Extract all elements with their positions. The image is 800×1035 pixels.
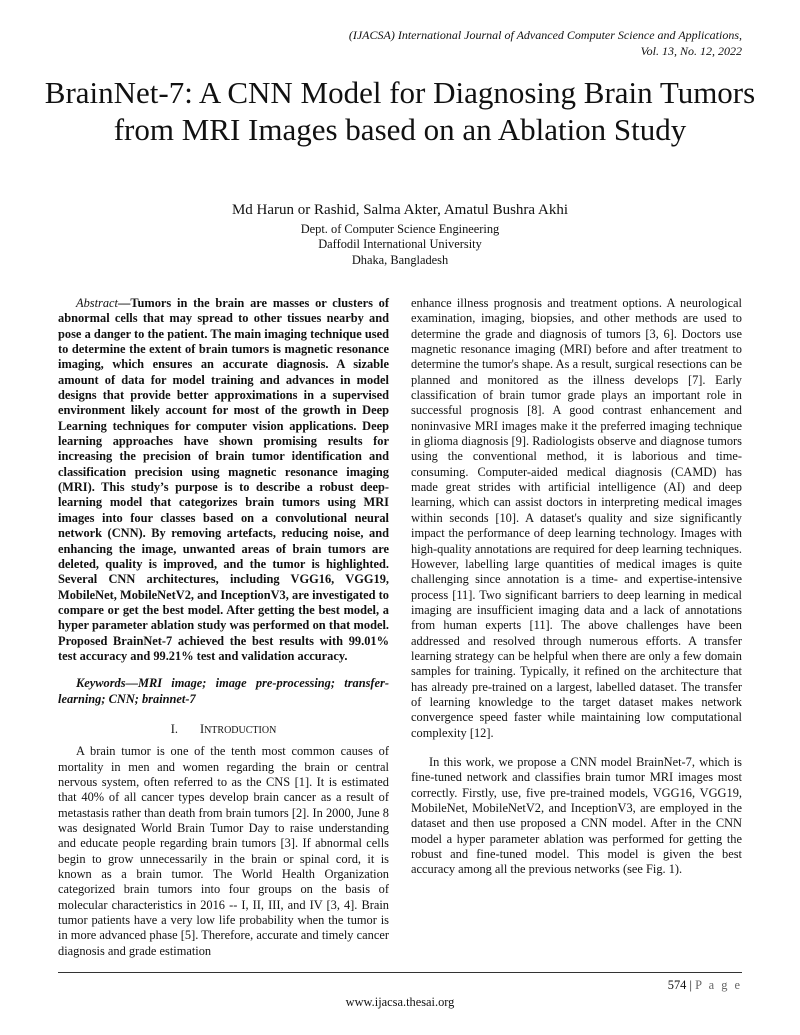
- right-column: [411, 296, 742, 878]
- page-number-word: P a g e: [695, 978, 742, 992]
- left-column: [58, 296, 389, 959]
- keywords: Keywords—MRI image; image pre-processing; transfer-learning; CNN; brainnet-7: [58, 676, 389, 706]
- journal-name: (IJACSA) International Journal of Advanced Computer Science and Applications,: [348, 28, 742, 42]
- section-title-rest: NTRODUCTION: [204, 724, 277, 736]
- abstract: [58, 296, 389, 664]
- affiliation-university: Daffodil International University: [318, 237, 482, 252]
- page-number-value: 574: [667, 978, 687, 992]
- page-number-separator: |: [689, 978, 692, 992]
- affiliation: [0, 222, 800, 268]
- journal-website[interactable]: www.ijacsa.thesai.org: [345, 995, 455, 1009]
- affiliation-city: Dhaka, Bangladesh: [351, 252, 449, 267]
- author-list: Md Harun or Rashid, Salma Akter, Amatul Bushra Akhi: [231, 202, 569, 218]
- journal-header: [349, 27, 742, 59]
- section-title-initial: I: [199, 721, 205, 736]
- intro-paragraph-1-continued: enhance illness prognosis and treatment options. A neurological examination, imaging, biopsies, and other methods are used to determine the grade and diagnosis of tumors [3, 6]. Doctors use magnetic resonance imaging (MRI) before and after treatment to determine the tumor's shape. As a result, surgical resections can be planned and monitored as the illness develops [7]. Early classification of brain tumor grade plays an important role in successful prognosis [8]. A good contrast enhancement and noninvasive MRI images make it the preferred imaging technique in glioma diagnosis [9]. Radiologists observe and diagnose tumors using the conventional method, it is laborious and time-consuming. Computer-aided medical diagnosis (CAMD) has made great strides with artificial intelligence (AI) and deep learning, which can assist doctors in interpreting medical images within seconds [10]. A dataset's quality and size significantly impact the performance of deep learning technology. Images with high-quality annotations are required for deep learning techniques. However, labelling large quantities of medical images is quite challenging since annotation is a time- and expertise-intensive process [11]. Two significant barriers to deep learning in medical imaging are insufficient imaging data and a lack of annotations from human experts [11]. The above challenges have been addressed and resolved through numerous efforts. A transfer learning strategy can be helpful when there are only a few domain samples for training. Typically, it refined on the architecture that has already pre-trained on a largest, labelled dataset. The transfer of learning knowledge to the target dataset makes network convergence speed faster while maintaining low computational complexity [12].: [411, 296, 742, 740]
- affiliation-dept: Dept. of Computer Science Engineering: [300, 222, 500, 236]
- abstract-label: Abstract: [76, 296, 118, 310]
- abstract-text: Tumors in the brain are masses or clusters of abnormal cells that may spread to other tissues nearby and pose a danger to the patient. The main imaging technique used to determine the extent of brain tumors is magnetic resonance imaging, which ensures an accurate diagnosis. A sizable amount of data for model training and advances in model designs that provide better approximations in a supervised environment likely account for most of the growth in Deep Learning techniques for computer vision applications. Deep learning approaches have shown promising results for increasing the precision of brain tumor identification and classification precision using magnetic resonance imaging (MRI). This study’s purpose is to describe a robust deep-learning model that categorizes brain tumors using MRI images into four classes based on a convolutional neural network (CNN). By removing artefacts, reducing noise, and enhancing the image, unwanted areas of brain tumors are deleted, quality is improved, and the tumor is highlighted. Several CNN architectures, including VGG16, VGG19, MobileNet, MobileNetV2, and InceptionV3, are investigated to compare or get the best model. After getting the best model, a hyper parameter ablation study was performed on that model. Proposed BrainNet-7 achieved the best results with 99.01% test accuracy and 99.21% test and validation accuracy.: [58, 296, 389, 663]
- paper-title: BrainNet-7: A CNN Model for Diagnosing Brain Tumors from MRI Images based on an Ablation Study: [44, 75, 756, 147]
- intro-paragraph-2: In this work, we propose a CNN model BrainNet-7, which is fine-tuned network and classifies brain tumor MRI images most correctly. Firstly, use, five pre-trained models, VGG16, VGG19, MobileNet, MobileNetV2, and InceptionV3, are employed in the dataset and then use proposed a CNN model. After in the CNN model a hyper parameter ablation was performed for getting the robust and fine-tuned model. This model is given the best accuracy among all the previous networks (see Fig. 1).: [411, 754, 742, 877]
- section-number: I.: [170, 721, 178, 736]
- journal-volume: Vol. 13, No. 12, 2022: [640, 44, 742, 58]
- page-number: [668, 978, 742, 993]
- abstract-dash: —: [118, 296, 131, 310]
- section-heading-introduction: [58, 722, 389, 738]
- intro-paragraph-1: A brain tumor is one of the tenth most common causes of mortality in men and women regarding the brain or central nervous system, often referred to as the CNS [1]. It is estimated that 40% of all cancer types develop brain cancer as a result of metastasis rather than death from brain tumors [2]. In 2000, June 8 was designated World Brain Tumor Day to raise understanding and educate people regarding brain tumors [3]. If abnormal cells begin to grow unnecessarily in the brain or spinal cord, it is known as a brain tumor. The World Health Organization categorized brain tumors into four groups on the basis of molecular characteristics in 2016 -- I, II, III, and IV [3, 4]. Brain tumor patients have a very low life probability when the tumor is in more advanced phase [5]. Therefore, accurate and timely cancer diagnosis and grade estimation: [58, 744, 389, 958]
- footer-divider: [58, 972, 742, 973]
